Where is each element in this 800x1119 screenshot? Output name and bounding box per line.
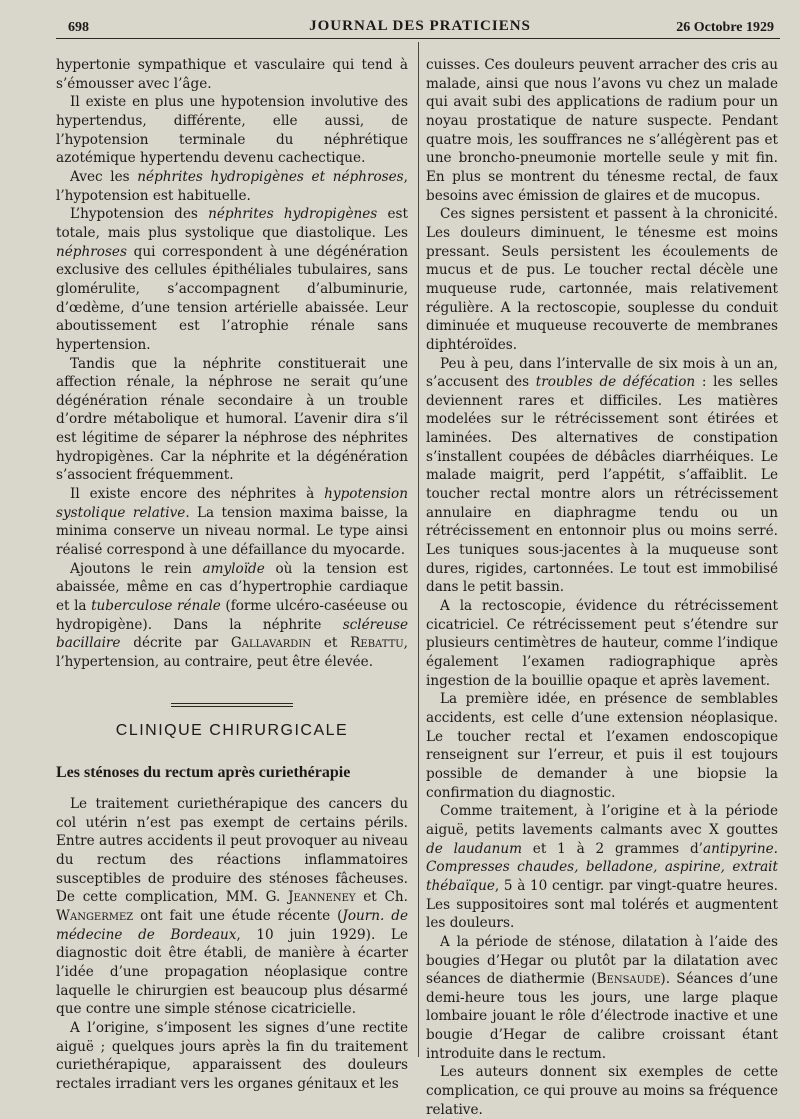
paragraph: Ces signes persistent et passent à la chronicité. Les douleurs diminuent, le ténesme est moins pressant. Seuls persistent les écoulements de mucus et de pus. Le toucher rectal décèle une muqueuse rude, cartonnée, mais relativement régulière. A la rectoscopie, souplesse du conduit diminuée et muqueuse recouverte de membranes diphtéroïdes. xyxy=(426,206,778,353)
journal-title: JOURNAL DES PRATICIENS xyxy=(309,18,531,34)
paragraph: Les auteurs donnent six exemples de cette complication, ce qui prouve au moins sa fréquence relative. xyxy=(426,1064,778,1118)
paragraph: hypertonie sympathique et vasculaire qui tend à s’émousser avec l’âge. xyxy=(56,57,408,92)
page-number: 698 xyxy=(68,20,89,35)
article-title: Les sténoses du rectum après curiethérapie xyxy=(56,764,351,782)
paragraph: Comme traitement, à l’origine et à la période aiguë, petits lavements calmants avec X gouttes de laudanum et 1 à 2 grammes d’antipyrine. Compresses chaudes, belladone, aspirine, extrait thébaïque, 5 à 10 centigr. par vingt-quatre heures. Les suppositoires sont mal tolérés et augmentent les douleurs. xyxy=(426,803,778,932)
paragraph: Peu à peu, dans l’intervalle de six mois à un an, s’accusent des troubles de défécation : les selles deviennent rares et difficiles. Les matières modelées sur le rétrécissement sont étirées et laminées. Des alternatives de constipation s’installent coupées de débâcles diarrhéiques. Le malade maigrit, perd l’appétit, s’affaiblit. Le toucher rectal montre alors un rétrécissement annulaire en diaphragme tendu ou un rétrécissement en entonnoir plus ou moins serré. Les tuniques sous-jacentes à la muqueuse sont dures, rigides, cartonnées. Le tout est immobilisé dans le petit bassin. xyxy=(426,355,778,596)
paragraph: A la rectoscopie, évidence du rétrécissement cicatriciel. Ce rétrécissement peut s’étendre sur plusieurs centimètres de hauteur, comme l’indique également l’examen radiographique après ingestion de la bouillie opaque et après lavement. xyxy=(426,598,778,689)
paragraph: La première idée, en présence de semblables accidents, est celle d’une extension néoplasique. Le toucher rectal et l’examen endoscopique renseignent sur l’erreur, et puis il est toujours possible de demander à une biopsie la confirmation du diagnostic. xyxy=(426,691,778,801)
section-title: CLINIQUE CHIRURGICALE xyxy=(115,721,349,739)
paragraph: Il existe en plus une hypotension involutive des hypertendus, différente, elle aussi, de l’hypotension terminale du néphrétique azotémique hypertendu devenu cachectique. xyxy=(56,94,408,167)
paragraph: Avec les néphrites hydropigènes et néphroses, l’hypotension est habituelle. xyxy=(56,168,408,204)
paragraph: Il existe encore des néphrites à hypotension systolique relative. La tension maxima baisse, la minima conserve un niveau normal. Le type ainsi réalisé correspond à une défaillance du myocarde. xyxy=(56,486,409,559)
section-ornament xyxy=(56,694,408,704)
paragraph: Le traitement curiethérapique des cancers du col utérin n’est pas exempt de certains périls. Entre autres accidents il peut provoquer au niveau du rectum des réactions inflammatoires susceptibles de produire des sténoses fâcheuses. De cette complication, MM. G. Jeanneney et Ch. Wangermez ont fait une étude récente (Journ. de médecine de Bordeaux, 10 juin 1929). Le diagnostic doit être établi, de manière à écarter l’idée d’une propagation néoplasique contre laquelle le chirurgien est beaucoup plus désarmé que contre une simple sténose cicatricielle. xyxy=(56,795,409,1018)
left-column xyxy=(56,56,408,1093)
paragraph: L’hypotension des néphrites hydropigènes est totale, mais plus systolique que diastolique. Les néphroses qui correspondent à une dégénération exclusive des cellules épithéliales tubulaires, sans glomérulite, s’accompagnent d’albuminurie, d’œdème, d’une tension artérielle abaissée. Leur aboutissement est l’atrophie rénale sans hypertension. xyxy=(56,206,408,353)
paragraph: cuisses. Ces douleurs peuvent arracher des cris au malade, ainsi que nous l’avons vu chez un malade qui avait subi des applications de radium pour un noyau prostatique de nature suspecte. Pendant quatre mois, les souffrances ne s’allégèrent pas et une broncho-pneumonie mortelle seule y mit fin. En plus se montrent du ténesme rectal, de faux besoins avec émission de glaires et de mucopus. xyxy=(426,57,778,204)
paragraph: A la période de sténose, dilatation à l’aide des bougies d’Hegar ou plutôt par la dilatation avec séances de diathermie (Bensaude). Séances d’une demi-heure tous les jours, une large plaque lombaire jouant le rôle d’électrode inactive et une bougie d’Hegar de calibre croissant étant introduite dans le rectum. xyxy=(426,933,778,1062)
column-divider xyxy=(418,42,419,1057)
paragraph: Ajoutons le rein amyloïde où la tension est abaissée, même en cas d’hypertrophie cardiaque et la tuberculose rénale (forme ulcéro-caséeuse ou hydropigène). Dans la néphrite scléreuse bacillaire décrite par Gallavardin et Rebattu, l’hypertension, au contraire, peut être élevée. xyxy=(56,560,409,670)
paragraph: Tandis que la néphrite constituerait une affection rénale, la néphrose ne serait qu’une dégénération rénale secondaire à un trouble d’ordre métabolique et humoral. L’avenir dira s’il est légitime de séparer la néphrose des néphrites hydropigènes. Car la néphrite et la dégénération s’associent fréquemment. xyxy=(56,355,408,484)
right-column xyxy=(426,56,778,1119)
paragraph: A l’origine, s’imposent les signes d’une rectite aiguë ; quelques jours après la fin du traitement curiethérapique, apparaissent des douleurs rectales irradiant vers les organes génitaux et les xyxy=(56,1019,408,1092)
header-rule xyxy=(56,38,780,39)
page-header xyxy=(60,14,780,38)
issue-date: 26 Octobre 1929 xyxy=(676,20,774,35)
